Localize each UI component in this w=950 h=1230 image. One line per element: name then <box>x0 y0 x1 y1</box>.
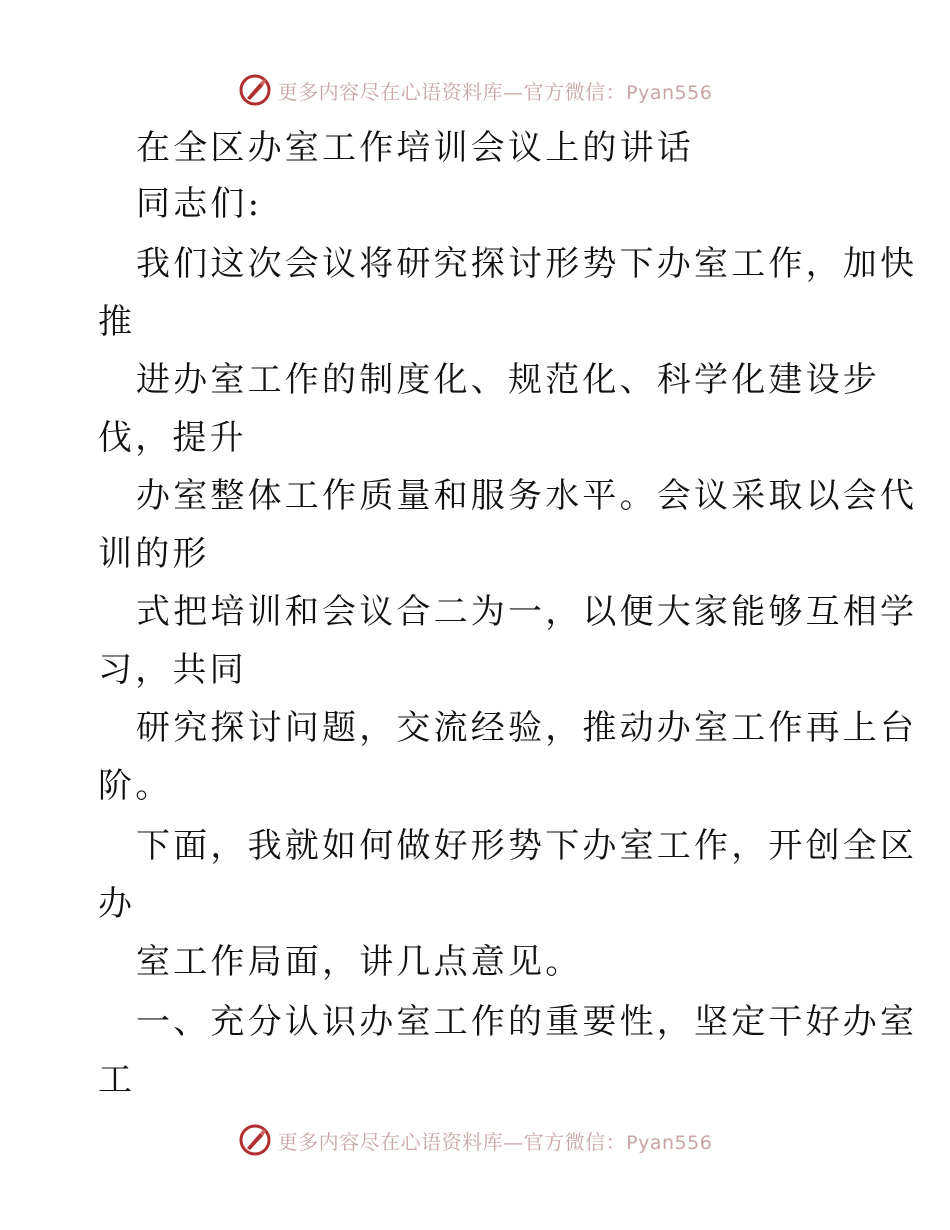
paragraph-line: 办室整体工作质量和服务水平。会议采取以会代 <box>136 476 918 516</box>
paragraph-line: 研究探讨问题，交流经验，推动办室工作再上台 <box>136 708 918 748</box>
paragraph-line: 进办室工作的制度化、规范化、科学化建设步 <box>136 360 880 400</box>
paragraph-line: 下面，我就如何做好形势下办室工作，开创全区 <box>136 826 918 866</box>
watermark-header <box>0 70 950 110</box>
paragraph-line: 阶。 <box>98 766 173 806</box>
watermark-id: Pyan556 <box>626 1131 713 1154</box>
paragraph-line: 式把培训和会议合二为一，以便大家能够互相学 <box>136 592 918 632</box>
watermark-id: Pyan556 <box>626 81 713 104</box>
paragraph-line: 办 <box>98 884 136 924</box>
document-title: 在全区办室工作培训会议上的讲话 <box>136 128 694 168</box>
pen-logo-icon <box>238 73 272 107</box>
watermark-footer <box>0 1120 950 1160</box>
section-heading: 工 <box>98 1060 136 1100</box>
watermark-text: 更多内容尽在心语资料库—官方微信：Pyan556 <box>277 79 713 104</box>
paragraph-line: 我们这次会议将研究探讨形势下办室工作，加快 <box>136 244 918 284</box>
paragraph-line: 推 <box>98 302 136 342</box>
paragraph-line: 室工作局面，讲几点意见。 <box>136 942 583 982</box>
paragraph-line: 训的形 <box>98 534 210 574</box>
paragraph-line: 伐，提升 <box>98 418 247 458</box>
salutation: 同志们: <box>136 184 263 224</box>
watermark-text: 更多内容尽在心语资料库—官方微信：Pyan556 <box>277 1129 713 1154</box>
section-heading: 一、充分认识办室工作的重要性，坚定干好办室 <box>136 1002 918 1042</box>
pen-logo-icon <box>238 1123 272 1157</box>
paragraph-line: 习，共同 <box>98 650 247 690</box>
